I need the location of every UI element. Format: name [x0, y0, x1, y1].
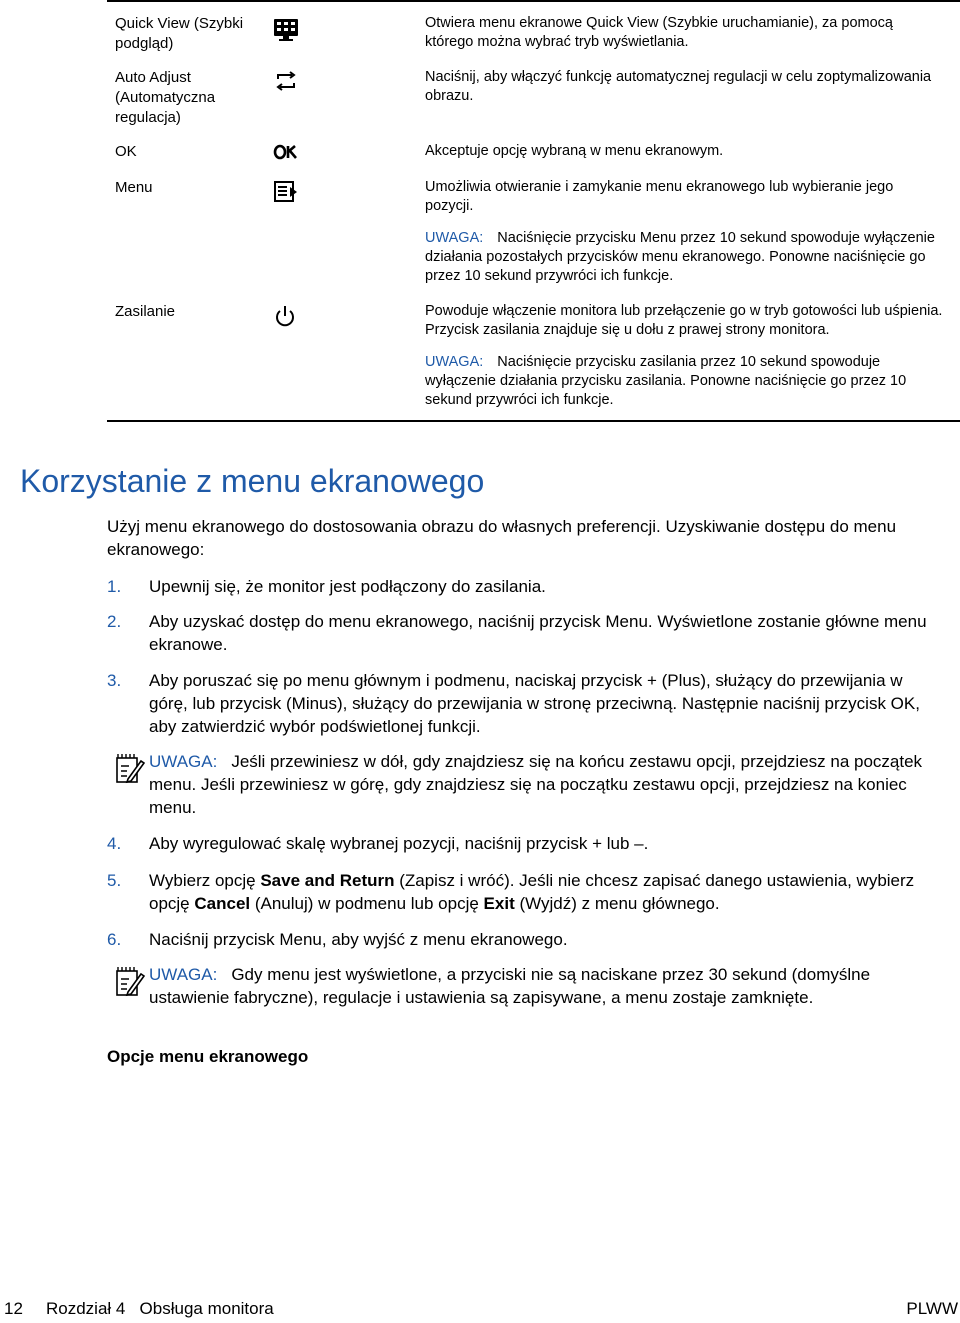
note-text: Jeśli przewiniesz w dół, gdy znajdziesz się na końcu zestawu opcji, przejdziesz na początek menu. Jeśli przewiniesz w górę, gdy znajdziesz się na początku zestawu opcji, przejdziesz na koniec menu.	[149, 752, 923, 817]
control-name: Menu	[115, 179, 153, 196]
note-text: Gdy menu jest wyświetlone, a przyciski nie są naciskane przez 30 sekund (domyślne ustawienie fabryczne), regulacje i ustawienia są zapisywane, a menu zostaje zamknięte.	[149, 965, 871, 1007]
table-top-rule	[107, 0, 960, 2]
quick-view-icon	[273, 18, 299, 42]
step-text: Aby wyregulować skalę wybranej pozycji, naciśnij przycisk + lub –.	[149, 834, 649, 853]
step-number: 5.	[107, 871, 122, 890]
locale-code: PLWW	[906, 1299, 958, 1318]
note-label: UWAGA:	[149, 752, 218, 771]
note-label: UWAGA:	[149, 965, 218, 984]
note-text: Naciśnięcie przycisku zasilania przez 10 sekund spowoduje wyłączenie działania przycisku zasilania. Ponowne naciśnięcie go przez 10 sekund przywróci ich funkcje.	[425, 354, 907, 408]
subheading: Opcje menu ekranowego	[107, 1047, 309, 1066]
control-name: Quick View (Szybki podgląd)	[115, 15, 244, 52]
step-text: Naciśnij przycisk Menu, aby wyjść z menu ekranowego.	[149, 930, 568, 949]
control-note	[425, 353, 945, 410]
step-number: 3.	[107, 671, 122, 690]
menu-icon	[273, 180, 299, 204]
step-number: 4.	[107, 834, 122, 853]
note-label: UWAGA:	[425, 354, 484, 370]
control-note	[425, 229, 945, 286]
step-number: 1.	[107, 577, 122, 596]
chapter-title: Rozdział 4 Obsługa monitora	[46, 1299, 274, 1318]
step-text: Upewnij się, że monitor jest podłączony do zasilania.	[149, 577, 546, 596]
table-bottom-rule	[107, 420, 960, 422]
power-icon	[273, 304, 299, 328]
page-footer	[0, 1298, 960, 1322]
step-number: 2.	[107, 612, 122, 631]
step-text: Aby uzyskać dostęp do menu ekranowego, naciśnij przycisk Menu. Wyświetlone zostanie główne menu ekranowe.	[149, 612, 927, 654]
option-cancel: Cancel	[194, 894, 251, 913]
note-label: UWAGA:	[425, 230, 484, 246]
step-number: 6.	[107, 930, 122, 949]
step-text: Aby poruszać się po menu głównym i podmenu, naciskaj przycisk + (Plus), służący do przewijania w górę, lub przycisk (Minus), służący do przewijania w stronę przeciwną. Następnie naciśnij przycisk OK, aby zatwierdzić wybór podświetlonej funkcji.	[149, 671, 920, 736]
note-icon	[115, 752, 145, 784]
control-name: OK	[115, 143, 137, 160]
section-intro: Użyj menu ekranowego do dostosowania obrazu do własnych preferencji. Uzyskiwanie dostępu do menu ekranowego:	[107, 517, 897, 559]
auto-adjust-icon	[273, 70, 299, 94]
control-description: Naciśnij, aby włączyć funkcję automatycznej regulacji w celu zoptymalizowania obrazu.	[425, 69, 932, 104]
control-description: Powoduje włączenie monitora lub przełączenie go w tryb gotowości lub uśpienia. Przycisk zasilania znajduje się u dołu z prawej strony monitora.	[425, 303, 943, 338]
control-description: Akceptuje opcję wybraną w menu ekranowym.	[425, 143, 724, 159]
note-text: Naciśnięcie przycisku Menu przez 10 sekund spowoduje wyłączenie działania pozostałych przycisków menu ekranowego. Ponowne naciśnięcie go przez 10 sekund przywróci ich funkcje.	[425, 230, 935, 284]
note-icon	[115, 965, 145, 997]
control-name: Auto Adjust (Automatyczna regulacja)	[115, 69, 216, 126]
control-description: Umożliwia otwieranie i zamykanie menu ekranowego lub wybieranie jego pozycji.	[425, 179, 894, 214]
section-title: Korzystanie z menu ekranowego	[20, 463, 485, 499]
ok-icon	[273, 142, 299, 166]
step-text: Wybierz opcję Save and Return (Zapisz i wróć). Jeśli nie chcesz zapisać danego ustawienia, wybierz opcję Cancel (Anuluj) w podmenu lub opcję Exit (Wyjdź) z menu głównego.	[149, 871, 915, 913]
page-number: 12	[4, 1299, 23, 1318]
control-description: Otwiera menu ekranowe Quick View (Szybkie uruchamianie), za pomocą którego można wybrać tryb wyświetlania.	[425, 15, 893, 50]
option-save-and-return: Save and Return	[260, 871, 395, 890]
control-name: Zasilanie	[115, 303, 176, 320]
option-exit: Exit	[483, 894, 515, 913]
